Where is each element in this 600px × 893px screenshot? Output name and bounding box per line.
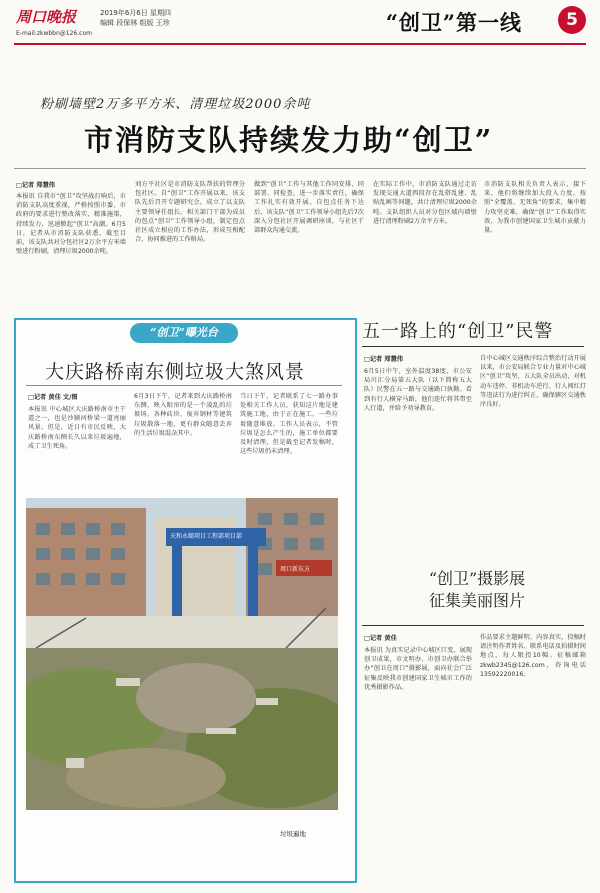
lead-column-1: 本报讯 自我市“创卫”攻坚战打响后，市消防支队高度重视，严格按照市委、市政府的要求进行整改落实，精准施策，持续发力，迅速掀起“创卫”高潮。6月5日，记者从市消防支队获悉，截至目前，该支队共对分包社区2万余平方米墙壁进行粉刷，清理垃圾2000余吨。 bbox=[16, 193, 126, 256]
editor-line: 编辑 段保林 组版 王珍 bbox=[100, 19, 170, 27]
lead-subtitle: 粉刷墙壁2万多平方米、清理垃圾2000余吨 bbox=[40, 97, 311, 112]
side-byline: □记者 郑慧伟 bbox=[364, 356, 403, 363]
box-column-2: 6月3日下午，记者来到大庆路桥南东侧，映入眼帘的是一个凌乱的垃圾场，各种砖块、废弃钢材等建筑垃圾散落一地，更有群众随意丢弃的生活垃圾混杂其中。 bbox=[134, 393, 232, 437]
photo-contest-headline bbox=[392, 568, 562, 612]
lead-column-3: 做到“创卫”工作与其他工作同安排、同部署、同检查，进一步落实责任，确保工作扎实有效开展。自包点任务下达后，该支队“创卫”工作领导小组先后7次深入分包社区开展调研座谈，与社区干部群众沟通交流。 bbox=[254, 181, 364, 235]
garbage-site-photo bbox=[26, 498, 338, 810]
photo-contest-line1: “创卫”摄影展 bbox=[428, 569, 526, 588]
lead-column-5: 市消防支队相关负责人表示，接下来，他们将继续加大投入力度，按照“全覆盖、无死角”的要求，集中精力攻坚克难，确保“创卫”工作取得实效，为我市创建国家卫生城市贡献力量。 bbox=[484, 181, 586, 235]
photo-contest-divider bbox=[362, 625, 584, 626]
side-column-1: 6月5日中午，室外温度38度，市公安局川汇分局第五大队（以下简称五大队）民警在五一路与交通路口执勤。看到有行人横穿马路，他们连忙将其带至人行道，并给予劝导教育。 bbox=[364, 368, 472, 412]
lead-column-4: 在实际工作中，市消防支队通过走访发现交通大道西段存在乱搭乱建、乱贴乱画等问题，共计清理垃圾2000余吨。支队组织人员对分包区域内墙壁进行清理粉刷2万余平方米。 bbox=[373, 181, 477, 225]
newspaper-logo: 周口晚报 bbox=[16, 8, 77, 26]
photo-shop-sign: 周口新东方 bbox=[280, 566, 311, 573]
box-byline: □记者 黄佳 文/图 bbox=[28, 394, 78, 401]
date-line: 2019年6月6日 星期四 bbox=[100, 9, 171, 17]
box-column-1: 本报讯 中心城区大庆路桥南市主干道之一，也是沙颍河桥梁一道亮丽风景。但是，近日有市民反映，大庆路桥南东侧长久以来垃圾遍地，成了卫生死角。 bbox=[28, 406, 126, 450]
masthead-email: E-mail:zkwbbn@126.com bbox=[16, 30, 92, 37]
box-divider bbox=[26, 385, 342, 386]
photo-illustration bbox=[26, 498, 338, 810]
lead-divider bbox=[14, 168, 586, 169]
section-title: “创卫”第一线 bbox=[385, 10, 522, 35]
photo-site-sign: 天和永颐项目工程部项目部 bbox=[170, 533, 243, 540]
box-column-3: 当日下午，记者联系了七一路办事处相关工作人员，获知这片地是建筑施工地，由于正在施工，一些垃圾随意堆放。工作人员表示，不管垃圾是怎么产生的，施工单位都要及时清理，但是截至记者发稿时，这些垃圾仍未清理。 bbox=[240, 393, 338, 456]
header-rule bbox=[14, 43, 586, 45]
exposure-tag: “创卫”曝光台 bbox=[130, 323, 238, 343]
masthead-info bbox=[100, 8, 171, 28]
side-column-2: 自中心城区交通秩序综合整治行动开展以来，市公安局联合专业力量对中心城区“创卫”攻坚，五大队全员出动，对机动车违停、非机动车逆行、行人闯红灯等违法行为进行纠正，确保辖区交通秩序良好。 bbox=[480, 355, 586, 409]
photo-contest-byline: □记者 黄佳 bbox=[364, 635, 397, 642]
lead-column-2: 刘方平社区是市消防支队帮扶的管理分包社区。自“创卫”工作开展以来，该支队先后召开专题研究会，成立了以支队主要领导任组长、相关部门干部为成员的包点“创卫”工作领导小组，制定包点社区成立相应的工作办法，形成互相配合、协同推进的工作格局。 bbox=[135, 181, 245, 244]
box-headline: 大庆路桥南东侧垃圾大煞风景 bbox=[45, 361, 306, 383]
lead-headline: 市消防支队持续发力助“创卫” bbox=[84, 123, 494, 157]
photo-caption: 垃圾遍地 bbox=[280, 830, 306, 838]
side-divider bbox=[362, 346, 584, 347]
side-headline: 五一路上的“创卫”民警 bbox=[362, 321, 554, 342]
lead-byline: □记者 郑慧伟 bbox=[16, 182, 55, 189]
page-number-badge: 5 bbox=[558, 6, 586, 34]
photo-contest-column-2: 作品要求主题鲜明、内容真实，投稿时请注明作者姓名、联系电话及拍摄时间地点，每人限投10幅。征稿邮箱zkwb2345@126.com，咨询电话13592220016。 bbox=[480, 634, 586, 678]
photo-contest-column-1: 本报讯 为真实记录中心城区巨变、展现创卫成果，市文明办、市创卫办联合举办“创卫在周口”摄影展，面向社会广泛征集反映我市创建国家卫生城市工作的优秀摄影作品。 bbox=[364, 647, 472, 691]
photo-contest-line2: 征集美丽图片 bbox=[428, 591, 525, 610]
